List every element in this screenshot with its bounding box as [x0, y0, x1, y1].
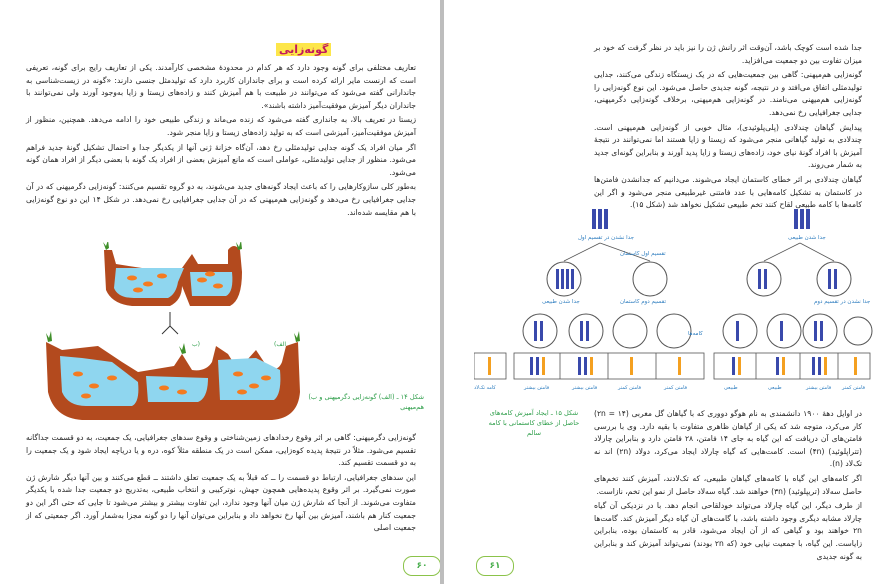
bottom-water-middle	[146, 376, 208, 402]
right-page	[444, 0, 884, 584]
section-heading: گونه‌زایی	[276, 43, 331, 56]
figure-caption: شکل ۱۵ ـ ایجاد آمیزش کامه‌های حاصل از خطای کاستمانی با کامه سالم	[488, 409, 580, 437]
paragraph: اگر کامه‌های این گیاه با کامه‌های گیاهان طبیعی، که تک‌لادند، آمیزش کنند تخم‌های حاصل سه‌لاد (تریپلوئید) (۳n) خواهند شد. گیاه سه‌لاد حاصل از نمو این تخم، نازاست.	[594, 473, 862, 496]
plants-top	[103, 242, 242, 250]
paragraph: اگر میان افراد یک گونه جدایی تولیدمثلی رخ دهد، آن‌گاه خزانهٔ ژنی آنها از یکدیگر جدا و احتمال تشکیل گونهٔ جدید فراهم می‌شود. منظور از جدایی تولیدمثلی، عواملی است که مانع آمیزش بعضی از افراد یک گونه با بعضی دیگر از افراد همان گونه می‌شود.	[26, 142, 416, 177]
paragraph: گونه‌زایی هم‌میهنی: گاهی بین جمعیت‌هایی که در یک زیستگاه زندگی می‌کنند، جدایی تولیدمثلی اتفاق می‌افتد و در نتیجه، گونه جدیدی حاصل می‌شود. این نوع گونه‌زایی را گونه‌زایی هم‌میهنی می‌نامند. در گونه‌زایی هم‌میهنی، برخلاف گونه‌زایی دگرمیهنی، جدایی جغرافیایی رخ نمی‌دهد.	[594, 70, 862, 117]
speciation-figure	[42, 242, 304, 424]
right-branch	[714, 209, 872, 391]
paragraph: به‌طور کلی سازوکارهایی را که باعث ایجاد گونه‌های جدید می‌شوند، به دو گروه تقسیم می‌کنند: گونه‌زایی دگرمیهنی که در آن جدایی جغرافیایی رخ می‌دهد و گونه‌زایی هم‌میهنی که در آن جدایی جغرافیایی رخ نمی‌دهد. در شکل ۱۴ این دو نوع گونه‌زایی با هم مقایسه شده‌اند.	[26, 182, 416, 217]
bottom-text	[594, 408, 862, 565]
bottom-water-left	[60, 356, 138, 406]
gamete-label: فامتن بیشتر	[524, 385, 550, 391]
paragraph: زیستا در تعریف بالا، به جانداری گفته می‌شود که زنده می‌ماند و زندگی طبیعی خود را ادامه می‌دهد. همچنین، منظور از آمیزش موفقیت‌آمیز، آمیزشی است که به تولید زاده‌های زیستا و زایا منجر شود.	[26, 115, 416, 137]
label-meiosis1: تقسیم اول کاستمان	[620, 251, 666, 257]
top-text	[594, 42, 862, 214]
paragraph: در اوایل دههٔ ۱۹۰۰ دانشمندی به نام هوگو دووری که با گیاهان گل مغربی (۲n = ۱۴) کار می‌کرد، متوجه شد که یکی از گیاهان ظاهری متفاوت با بقیه دارد. وی با بررسی فامتن‌های آن دریافت که این گیاه به جای ۱۴ فامتن، ۲۸ فامتن دارد و بنابراین چارلاد (تتراپلوئید) (۴n) است. کامت‌هایی که گیاه چارلاد ایجاد می‌کرد، دولاد (۲n) اند نه تک‌لاد (n).	[594, 409, 862, 469]
figure-caption: شکل ۱۴ ـ (الف) گونه‌زایی دگرمیهنی و ب) هم‌میهنی	[308, 393, 424, 411]
paragraph: جدا شده است کوچک باشد، آن‌وقت اثر رانش ژن را نیز باید در نظر گرفت که خود بر میزان تفاوت بین دو جمعیت می‌افزاید.	[594, 43, 862, 65]
paragraph: تعاریف مختلفی برای گونه وجود دارد که هر کدام در محدودهٔ مشخصی کارآمدند. یکی از تعاریف رایج برای گونه، تعریفی است که ارنست مایر ارائه کرده است و برای جانداران کاربرد دارد که تولیدمثل جنسی دارند: «گونه در زیست‌شناسی به جاندارانی گفته می‌شود که می‌توانند در طبیعت با هم آمیزش کنند و زاده‌های زیستا و زایا به‌وجود آورند ولی نمی‌توانند با جانداران دیگر آمیزش موفقیت‌آمیز داشته باشند».	[26, 63, 416, 110]
bottom-water-right	[218, 358, 280, 400]
haploid-gamete	[474, 353, 506, 391]
paragraph: پیدایش گیاهان چندلادی (پلی‌پلوئیدی)، مثال خوبی از گونه‌زایی هم‌میهنی است. چندلادی به تولید گیاهانی منجر می‌شود که زیستا و زایا هستند اما نمی‌توانند در نتیجهٔ آمیزش با افراد گونهٔ نیای خود، زاده‌های زیستا و زایا پدید آورند و بنابراین گونه‌ای جدید به شمار می‌روند.	[594, 122, 862, 170]
gamete-label: فامتن بیشتر	[806, 385, 832, 391]
gamete-label: فامتن بیشتر	[572, 385, 598, 391]
label-b: ب)	[192, 341, 200, 348]
paragraph: از طرف دیگر، این گیاه چارلاد می‌تواند خودلقاحی انجام دهد. با در نزدیکی آن گیاه چارلاد مشابه دیگری وجود داشته باشد، با گامت‌های آن گیاه دیگر آمیزش کند. گامت‌ها ۲n خواهند بود و گیاهی که از آن ایجاد می‌شود، قادر به کاستمان بوده، بنابراین زایاست. این گیاه، با جمعیت نیایی خود (که ۲n بودند) نمی‌تواند آمیزش کند و بنابراین به گونه جدیدی	[594, 501, 862, 561]
split-arrows	[162, 312, 178, 334]
label-normal-division-left: جدا شدن طبیعی	[542, 299, 580, 305]
label-abnormal-second: جدا نشدن در تقسیم دوم	[814, 299, 871, 305]
gamete-label: فامتن کمتر	[618, 385, 642, 391]
paragraph: گونه‌زایی دگرمیهنی: گاهی بر اثر وقوع رخدادهای زمین‌شناختی و وقوع سدهای جغرافیایی، یک جمعیت، به دو قسمت جداگانه تقسیم می‌شود. مثلاً در نتیجهٔ پدیده کوه‌زایی، ممکن است در یک منطقه مثلاً کوه، دره و یا دریاچه ایجاد شود و یک جمعیت را به دو قسمت تقسیم کند.	[26, 433, 416, 468]
gamete-label: فامتن کمتر	[842, 385, 866, 391]
paragraph: این سدهای جغرافیایی، ارتباط دو قسمت را ــ که قبلاً به یک جمعیت تعلق داشتند ــ قطع می‌کنند و بین آنها دیگر شارش ژن صورت نمی‌گیرد. بر اثر وقوع پدیده‌هایی همچون جهش، نوترکیبی و انتخاب طبیعی، به‌تدریج دو جمعیت جدا شده با یکدیگر متفاوت می‌شوند. از آنجا که شارش ژن میان آنها وجود ندارد، این تفاوت بیشتر و بیشتر می‌شود تا جایی که حتی اگر این دو جمعیت کنار هم باشند، آمیزش بین آنها رخ نخواهد داد و بنابراین می‌توان آنها را دو گونه مجزا به‌شمار آورد. اگر جمعیتی که از جمعیت اصلی	[26, 472, 416, 533]
gamete-label: فامتن کمتر	[664, 385, 688, 391]
label-gametes: کامه‌ها	[688, 331, 703, 337]
left-branch	[514, 209, 704, 391]
label-normal-gamete: کامه تک‌لاد	[474, 385, 496, 391]
label-meiosis2: تقسیم دوم کاستمان	[620, 299, 667, 305]
speciation-illustration	[42, 242, 304, 424]
lower-text	[26, 432, 416, 537]
page-number: ۶۱	[476, 556, 514, 576]
label-normal-division: جدا شدن طبیعی	[788, 235, 826, 241]
paragraph: گیاهان چندلادی بر اثر خطای کاستمان ایجاد می‌شوند. می‌دانیم که جدانشدن فامتن‌ها در کاستمان به تشکیل کامه‌هایی با عدد فامتنی غیرطبیعی منجر می‌شود و اگر این کامه‌ها با کامه طبیعی لقاح کنند تخم طبیعی تشکیل نخواهد شد (شکل ۱۵).	[594, 174, 862, 210]
intro-text	[26, 62, 416, 221]
gamete-label: طبیعی	[768, 385, 782, 391]
label-a: (الف	[274, 341, 287, 348]
left-page	[0, 0, 440, 584]
page-number: ۶۰	[403, 556, 440, 576]
meiosis-svg	[474, 205, 874, 395]
meiosis-diagram	[474, 205, 874, 395]
gamete-label: طبیعی	[724, 385, 738, 391]
label-abnormal-first: جدا نشدن در تقسیم اول	[578, 235, 634, 241]
